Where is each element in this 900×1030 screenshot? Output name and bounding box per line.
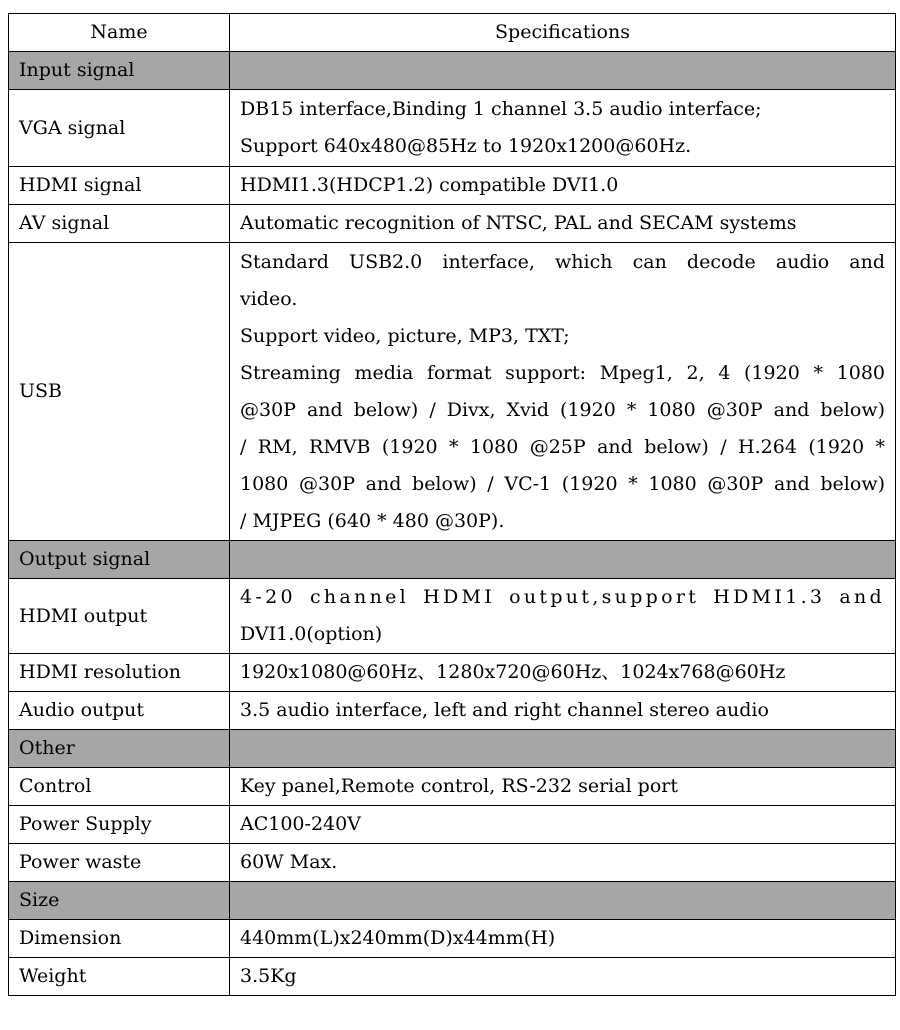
table-header-row xyxy=(9,14,896,52)
section-empty-cell xyxy=(230,52,896,90)
row-name-usb: USB xyxy=(9,243,230,541)
section-empty-cell xyxy=(230,541,896,579)
row-value-hdmi-resolution: 1920x1080@60Hz、1280x720@60Hz、1024x768@60Hz xyxy=(230,654,896,692)
section-input-signal xyxy=(9,52,896,90)
row-value-hdmi: HDMI1.3(HDCP1.2) compatible DVI1.0 xyxy=(230,167,896,205)
table-row xyxy=(9,806,896,844)
row-value-vga: DB15 interface,Binding 1 channel 3.5 audio interface; Support 640x480@85Hz to 1920x1200@60Hz. xyxy=(230,90,896,167)
row-value-usb: Standard USB2.0 interface, which can decode audio and video. Support video, picture, MP3, TXT; Streaming media format support: Mpeg1, 2, 4 (1920 * 1080 @30P and below) / Divx, Xvid (1920 * 1080 @30P and below) / RM, RMVB (1920 * 1080 @25P and below) / H.264 (1920 * 1080 @30P and below) / VC-1 (1920 * 1080 @30P and below) / MJPEG (640 * 480 @30P). xyxy=(230,243,896,541)
row-name-weight: Weight xyxy=(9,958,230,996)
header-name: Name xyxy=(9,14,230,52)
table-row xyxy=(9,768,896,806)
section-empty-cell xyxy=(230,730,896,768)
table-row xyxy=(9,90,896,167)
row-name-control: Control xyxy=(9,768,230,806)
row-value-audio-output: 3.5 audio interface, left and right channel stereo audio xyxy=(230,692,896,730)
row-value-weight: 3.5Kg xyxy=(230,958,896,996)
table-row xyxy=(9,205,896,243)
section-empty-cell xyxy=(230,882,896,920)
section-label: Other xyxy=(9,730,230,768)
table-row xyxy=(9,692,896,730)
table-row xyxy=(9,844,896,882)
table-row xyxy=(9,958,896,996)
row-name-audio-output: Audio output xyxy=(9,692,230,730)
row-name-av: AV signal xyxy=(9,205,230,243)
table-row xyxy=(9,167,896,205)
table-row xyxy=(9,920,896,958)
row-name-power-supply: Power Supply xyxy=(9,806,230,844)
row-value-av: Automatic recognition of NTSC, PAL and SECAM systems xyxy=(230,205,896,243)
row-name-hdmi-output: HDMI output xyxy=(9,579,230,654)
section-output-signal xyxy=(9,541,896,579)
row-value-hdmi-output: 4-20 channel HDMI output,support HDMI1.3 and DVI1.0(option) xyxy=(230,579,896,654)
table-row xyxy=(9,579,896,654)
row-value-power-waste: 60W Max. xyxy=(230,844,896,882)
table-row xyxy=(9,654,896,692)
section-label: Size xyxy=(9,882,230,920)
section-other xyxy=(9,730,896,768)
row-name-vga: VGA signal xyxy=(9,90,230,167)
row-value-dimension: 440mm(L)x240mm(D)x44mm(H) xyxy=(230,920,896,958)
header-specifications: Specifications xyxy=(230,14,896,52)
section-label: Input signal xyxy=(9,52,230,90)
specifications-table xyxy=(8,13,896,996)
table-row xyxy=(9,243,896,541)
row-name-power-waste: Power waste xyxy=(9,844,230,882)
row-name-dimension: Dimension xyxy=(9,920,230,958)
row-value-control: Key panel,Remote control, RS-232 serial port xyxy=(230,768,896,806)
row-name-hdmi-resolution: HDMI resolution xyxy=(9,654,230,692)
section-label: Output signal xyxy=(9,541,230,579)
row-name-hdmi: HDMI signal xyxy=(9,167,230,205)
row-value-power-supply: AC100-240V xyxy=(230,806,896,844)
section-size xyxy=(9,882,896,920)
